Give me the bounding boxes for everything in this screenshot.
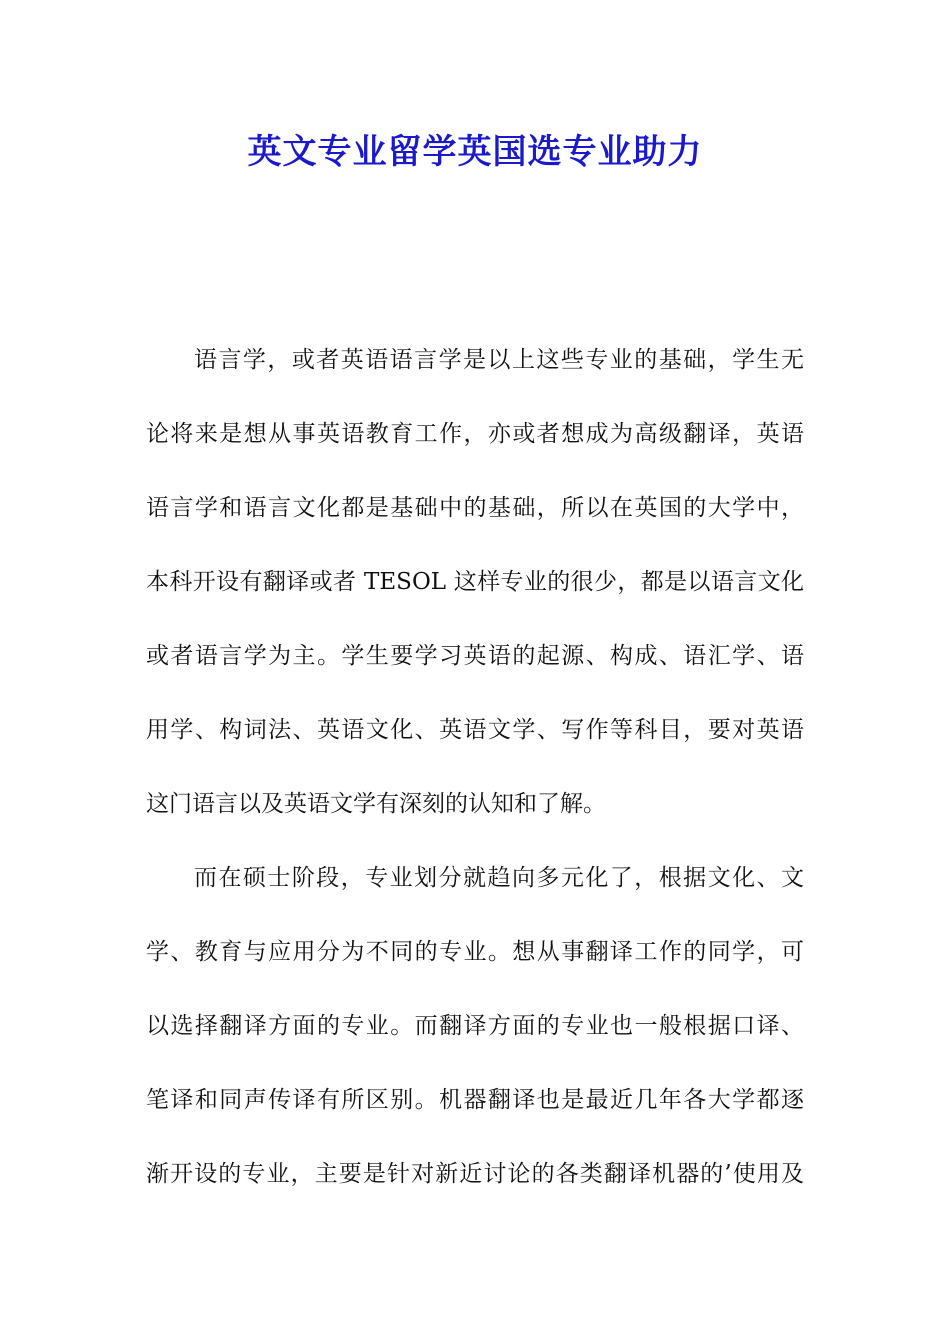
paragraph-line: 论将来是想从事英语教育工作，亦或者想成为高级翻译，英语	[146, 421, 804, 447]
paragraph-1	[146, 336, 804, 854]
paragraph-line: 以选择翻译方面的专业。而翻译方面的专业也一般根据口译、	[146, 1013, 804, 1039]
paragraph-line: 渐开设的专业，主要是针对新近讨论的各类翻译机器的’使用及	[146, 1161, 804, 1187]
paragraph-line: 语言学，或者英语语言学是以上这些专业的基础，学生无	[194, 347, 804, 373]
document-body	[146, 336, 804, 1224]
paragraph-line: 或者语言学为主。学生要学习英语的起源、构成、语汇学、语	[146, 643, 804, 669]
paragraph-line: 而在硕士阶段，专业划分就趋向多元化了，根据文化、文	[194, 865, 804, 891]
paragraph-line: 笔译和同声传译有所区别。机器翻译也是最近几年各大学都逐	[146, 1087, 804, 1113]
document-title: 英文专业留学英国选专业助力	[247, 132, 703, 172]
paragraph-line: 语言学和语言文化都是基础中的基础，所以在英国的大学中，	[146, 495, 804, 521]
paragraph-line: 学、教育与应用分为不同的专业。想从事翻译工作的同学，可	[146, 939, 804, 965]
paragraph-2	[146, 854, 804, 1224]
paragraph-line: 用学、构词法、英语文化、英语文学、写作等科目，要对英语	[146, 717, 804, 743]
paragraph-line: 本科开设有翻译或者 TESOL 这样专业的很少，都是以语言文化	[146, 569, 804, 595]
paragraph-line: 这门语言以及英语文学有深刻的认知和了解。	[146, 791, 606, 817]
